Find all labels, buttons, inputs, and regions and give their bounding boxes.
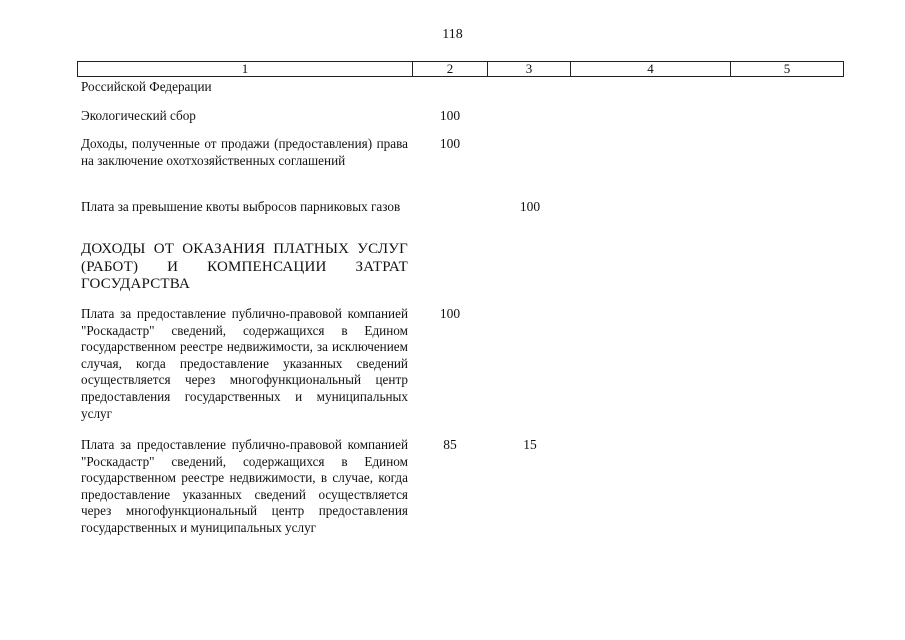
row-description: Экологический сбор	[81, 108, 196, 123]
header-col-4: 4	[571, 62, 731, 76]
row-col-3: 15	[523, 437, 537, 452]
row-col-2: 100	[439, 136, 461, 151]
row-col-2: 100	[439, 306, 461, 321]
table-header-row	[77, 61, 844, 77]
header-col-3: 3	[488, 62, 571, 76]
row-description: Доходы, полученные от продажи (предоставления) права на заключение охотхозяйственных соглашений	[81, 136, 408, 168]
section-heading: ДОХОДЫ ОТ ОКАЗАНИЯ ПЛАТНЫХ УСЛУГ (РАБОТ) И КОМПЕНСАЦИИ ЗАТРАТ ГОСУДАРСТВА	[81, 241, 408, 292]
row-col-2: 100	[439, 108, 461, 123]
header-col-5: 5	[783, 61, 791, 76]
header-col-2: 2	[413, 62, 488, 76]
continuation-text: Российской Федерации	[81, 79, 212, 94]
header-col-1: 1	[78, 62, 413, 76]
row-col-2: 85	[443, 437, 457, 452]
page-number: 118	[442, 27, 463, 42]
row-description: Плата за предоставление публично-правовой компанией "Роскадастр" сведений, содержащихся в Едином государственном реестре недвижимости, в случае, когда предоставление указанных сведений осуществляется через многофункциональный центр предоставления государственных и муниципальных услуг	[81, 437, 408, 535]
row-description: Плата за превышение квоты выбросов парниковых газов	[81, 199, 401, 214]
row-description: Плата за предоставление публично-правовой компанией "Роскадастр" сведений, содержащихся в Едином государственном реестре недвижимости, за исключением случая, когда предоставление указанных сведений осуществляется через многофункциональный центр предоставления государственных и муниципальных услуг	[81, 306, 408, 421]
row-col-3: 100	[519, 199, 541, 214]
